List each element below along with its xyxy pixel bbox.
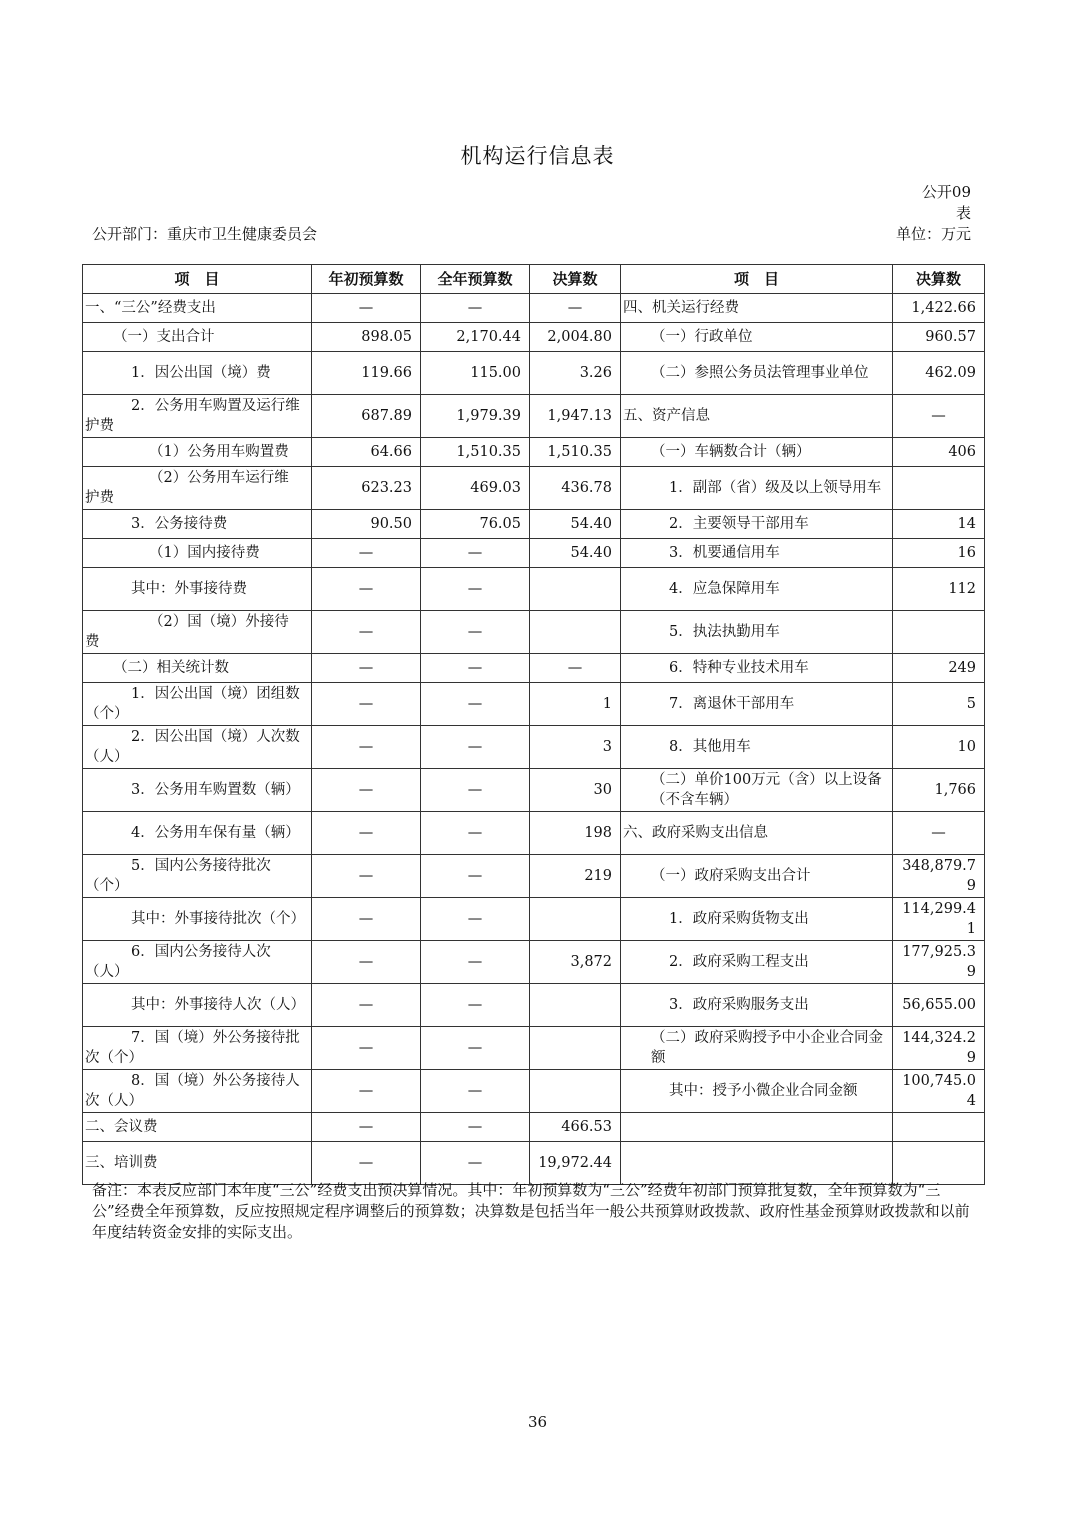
- row-final: 3: [530, 726, 621, 769]
- table-row: [83, 941, 985, 984]
- row-annual-budget: —: [421, 611, 530, 654]
- row-initial-budget: 898.05: [312, 323, 421, 352]
- row-item-right: 1．政府采购货物支出: [621, 898, 893, 941]
- table-row: [83, 898, 985, 941]
- header-final-right: 决算数: [893, 265, 985, 294]
- row-annual-budget: —: [421, 1027, 530, 1070]
- row-initial-budget: —: [312, 898, 421, 941]
- row-initial-budget: —: [312, 654, 421, 683]
- row-item-left: 5．国内公务接待批次（个）: [83, 855, 312, 898]
- row-initial-budget: —: [312, 855, 421, 898]
- row-final-right: 144,324.29: [893, 1027, 985, 1070]
- row-initial-budget: —: [312, 726, 421, 769]
- row-item-left: 3．公务接待费: [83, 510, 312, 539]
- row-item-right: （一）政府采购支出合计: [621, 855, 893, 898]
- table-row: [83, 984, 985, 1027]
- row-initial-budget: —: [312, 1027, 421, 1070]
- row-initial-budget: 90.50: [312, 510, 421, 539]
- row-item-left: 8．国（境）外公务接待人次（人）: [83, 1070, 312, 1113]
- row-final-right: 1,422.66: [893, 294, 985, 323]
- row-initial-budget: —: [312, 539, 421, 568]
- row-final: 30: [530, 769, 621, 812]
- row-final: 2,004.80: [530, 323, 621, 352]
- row-item-left: 一、“三公”经费支出: [83, 294, 312, 323]
- row-item-right: 四、机关运行经费: [621, 294, 893, 323]
- row-annual-budget: —: [421, 294, 530, 323]
- row-final-right: [893, 467, 985, 510]
- table-row: [83, 323, 985, 352]
- row-final-right: 114,299.41: [893, 898, 985, 941]
- header-row: [83, 265, 985, 294]
- row-final: 219: [530, 855, 621, 898]
- table-row: [83, 611, 985, 654]
- header-item: 项 目: [83, 265, 312, 294]
- row-initial-budget: —: [312, 812, 421, 855]
- row-initial-budget: 119.66: [312, 352, 421, 395]
- row-annual-budget: —: [421, 769, 530, 812]
- row-annual-budget: —: [421, 539, 530, 568]
- header-final: 决算数: [530, 265, 621, 294]
- row-item-left: （1）国内接待费: [83, 539, 312, 568]
- row-final-right: [893, 1113, 985, 1142]
- row-final: [530, 1070, 621, 1113]
- row-annual-budget: —: [421, 812, 530, 855]
- row-item-left: （1）公务用车购置费: [83, 438, 312, 467]
- table-row: [83, 1113, 985, 1142]
- table-row: [83, 294, 985, 323]
- row-final: [530, 1027, 621, 1070]
- row-initial-budget: 687.89: [312, 395, 421, 438]
- row-annual-budget: —: [421, 1113, 530, 1142]
- table-row: [83, 438, 985, 467]
- row-final-right: —: [893, 812, 985, 855]
- row-final: 436.78: [530, 467, 621, 510]
- row-item-right: 其中：授予小微企业合同金额: [621, 1070, 893, 1113]
- row-item-right: （二）参照公务员法管理事业单位: [621, 352, 893, 395]
- row-item-right: 5．执法执勤用车: [621, 611, 893, 654]
- row-item-right: 8．其他用车: [621, 726, 893, 769]
- row-final-right: 1,766: [893, 769, 985, 812]
- row-item-right: [621, 1142, 893, 1185]
- row-item-right: 2．主要领导干部用车: [621, 510, 893, 539]
- row-final: 54.40: [530, 539, 621, 568]
- row-annual-budget: 1,510.35: [421, 438, 530, 467]
- row-final-right: [893, 1142, 985, 1185]
- row-initial-budget: —: [312, 1113, 421, 1142]
- table-row: [83, 683, 985, 726]
- row-item-left: 2．因公出国（境）人次数（人）: [83, 726, 312, 769]
- department-label: 公开部门：重庆市卫生健康委员会: [92, 225, 318, 243]
- row-final: [530, 984, 621, 1027]
- row-final: 198: [530, 812, 621, 855]
- row-initial-budget: —: [312, 984, 421, 1027]
- row-item-right: 3．机要通信用车: [621, 539, 893, 568]
- row-final-right: 406: [893, 438, 985, 467]
- row-item-left: 三、培训费: [83, 1142, 312, 1185]
- row-final: 1,947.13: [530, 395, 621, 438]
- row-item-right: 六、政府采购支出信息: [621, 812, 893, 855]
- row-annual-budget: 76.05: [421, 510, 530, 539]
- row-final-right: 112: [893, 568, 985, 611]
- row-item-left: （一）支出合计: [83, 323, 312, 352]
- table-row: [83, 467, 985, 510]
- header-initial-budget: 年初预算数: [312, 265, 421, 294]
- page-title: 机构运行信息表: [460, 144, 615, 168]
- row-item-right: （一）行政单位: [621, 323, 893, 352]
- row-final-right: 100,745.04: [893, 1070, 985, 1113]
- row-final: 466.53: [530, 1113, 621, 1142]
- table-row: [83, 568, 985, 611]
- page-number: 36: [527, 1413, 548, 1431]
- row-item-left: 其中：外事接待费: [83, 568, 312, 611]
- row-item-left: 1．因公出国（境）费: [83, 352, 312, 395]
- row-initial-budget: —: [312, 1142, 421, 1185]
- row-item-left: 二、会议费: [83, 1113, 312, 1142]
- row-final: 54.40: [530, 510, 621, 539]
- row-final: —: [530, 294, 621, 323]
- row-annual-budget: —: [421, 568, 530, 611]
- row-item-left: 1．因公出国（境）团组数（个）: [83, 683, 312, 726]
- row-initial-budget: 64.66: [312, 438, 421, 467]
- header-item-right: 项 目: [621, 265, 893, 294]
- row-initial-budget: 623.23: [312, 467, 421, 510]
- table-row: [83, 812, 985, 855]
- row-final-right: 177,925.39: [893, 941, 985, 984]
- table-row: [83, 1027, 985, 1070]
- row-final: [530, 568, 621, 611]
- row-item-left: （二）相关统计数: [83, 654, 312, 683]
- row-final-right: 5: [893, 683, 985, 726]
- row-final-right: 10: [893, 726, 985, 769]
- row-annual-budget: —: [421, 726, 530, 769]
- row-annual-budget: 1,979.39: [421, 395, 530, 438]
- row-final-right: 249: [893, 654, 985, 683]
- row-item-left: 6．国内公务接待人次（人）: [83, 941, 312, 984]
- row-annual-budget: —: [421, 654, 530, 683]
- row-annual-budget: —: [421, 1070, 530, 1113]
- row-item-left: 2．公务用车购置及运行维护费: [83, 395, 312, 438]
- row-final: —: [530, 654, 621, 683]
- table-row: [83, 855, 985, 898]
- table-row: [83, 769, 985, 812]
- row-initial-budget: —: [312, 683, 421, 726]
- row-final-right: 462.09: [893, 352, 985, 395]
- row-final: [530, 898, 621, 941]
- row-item-right: （二）单价100万元（含）以上设备（不含车辆）: [621, 769, 893, 812]
- row-final: [530, 611, 621, 654]
- row-final-right: 960.57: [893, 323, 985, 352]
- footnote: 备注：本表反应部门本年度“三公”经费支出预决算情况。其中：年初预算数为“三公”经费年初部门预算批复数，全年预算数为“三公”经费全年预算数，反应按照规定程序调整后的预算数；决算数是包括当年一般公共预算财政拨款、政府性基金预算财政拨款和以前年度结转资金安排的实际支出。: [92, 1181, 970, 1241]
- row-item-left: 3．公务用车购置数（辆）: [83, 769, 312, 812]
- table-row: [83, 1070, 985, 1113]
- row-item-left: 4．公务用车保有量（辆）: [83, 812, 312, 855]
- table-row: [83, 1142, 985, 1185]
- row-annual-budget: 115.00: [421, 352, 530, 395]
- row-item-right: 4．应急保障用车: [621, 568, 893, 611]
- row-annual-budget: —: [421, 683, 530, 726]
- row-final: 1,510.35: [530, 438, 621, 467]
- row-item-left: 其中：外事接待人次（人）: [83, 984, 312, 1027]
- row-item-right: [621, 1113, 893, 1142]
- table-row: [83, 395, 985, 438]
- row-annual-budget: —: [421, 898, 530, 941]
- table-row: [83, 352, 985, 395]
- row-item-right: 6．特种专业技术用车: [621, 654, 893, 683]
- row-final: 1: [530, 683, 621, 726]
- row-initial-budget: —: [312, 941, 421, 984]
- row-initial-budget: —: [312, 294, 421, 323]
- row-item-right: 7．离退休干部用车: [621, 683, 893, 726]
- info-table: [82, 264, 985, 1185]
- row-item-right: （二）政府采购授予中小企业合同金额: [621, 1027, 893, 1070]
- row-item-left: 其中：外事接待批次（个）: [83, 898, 312, 941]
- row-initial-budget: —: [312, 769, 421, 812]
- row-annual-budget: —: [421, 1142, 530, 1185]
- row-item-left: 7．国（境）外公务接待批次（个）: [83, 1027, 312, 1070]
- header-annual-budget: 全年预算数: [421, 265, 530, 294]
- row-final-right: —: [893, 395, 985, 438]
- row-initial-budget: —: [312, 611, 421, 654]
- row-final-right: 14: [893, 510, 985, 539]
- row-item-left: （2）公务用车运行维护费: [83, 467, 312, 510]
- row-item-right: 五、资产信息: [621, 395, 893, 438]
- row-item-right: 1．副部（省）级及以上领导用车: [621, 467, 893, 510]
- table-code: 公开09表: [921, 183, 971, 222]
- table-row: [83, 726, 985, 769]
- unit-label: 单位：万元: [895, 225, 971, 243]
- row-annual-budget: 2,170.44: [421, 323, 530, 352]
- row-final: 19,972.44: [530, 1142, 621, 1185]
- table-row: [83, 510, 985, 539]
- table-row: [83, 539, 985, 568]
- row-item-left: （2）国（境）外接待费: [83, 611, 312, 654]
- table-row: [83, 654, 985, 683]
- row-item-right: （一）车辆数合计（辆）: [621, 438, 893, 467]
- row-final-right: 56,655.00: [893, 984, 985, 1027]
- row-initial-budget: —: [312, 1070, 421, 1113]
- row-final-right: [893, 611, 985, 654]
- row-final-right: 16: [893, 539, 985, 568]
- row-annual-budget: 469.03: [421, 467, 530, 510]
- row-annual-budget: —: [421, 941, 530, 984]
- row-final: 3.26: [530, 352, 621, 395]
- row-initial-budget: —: [312, 568, 421, 611]
- row-item-right: 3．政府采购服务支出: [621, 984, 893, 1027]
- row-final-right: 348,879.79: [893, 855, 985, 898]
- row-final: 3,872: [530, 941, 621, 984]
- row-annual-budget: —: [421, 984, 530, 1027]
- row-item-right: 2．政府采购工程支出: [621, 941, 893, 984]
- row-annual-budget: —: [421, 855, 530, 898]
